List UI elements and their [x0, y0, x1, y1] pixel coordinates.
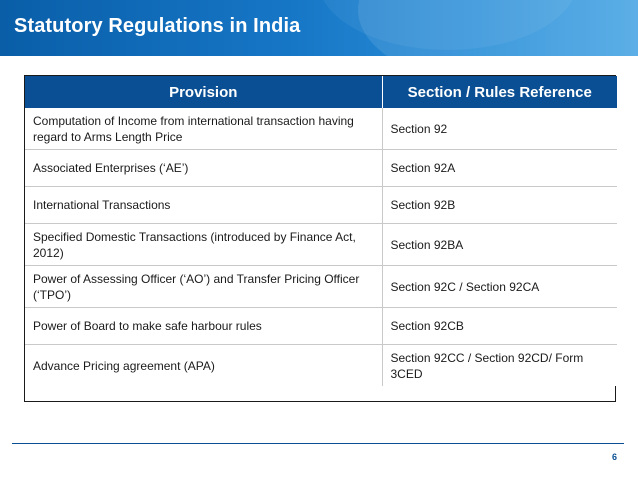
table-row: [25, 150, 617, 187]
provision-cell: Computation of Income from international transaction having regard to Arms Length Price: [25, 108, 382, 150]
table-row: [25, 266, 617, 308]
table-header-row: [25, 76, 617, 108]
provision-cell: Power of Assessing Officer (‘AO’) and Transfer Pricing Officer (‘TPO’): [25, 266, 382, 308]
provision-cell: International Transactions: [25, 187, 382, 224]
regulations-table-frame: [24, 75, 616, 402]
reference-cell: Section 92C / Section 92CA: [382, 266, 617, 308]
reference-cell: Section 92CB: [382, 308, 617, 345]
table-row: [25, 345, 617, 387]
reference-cell: Section 92CC / Section 92CD/ Form 3CED: [382, 345, 617, 387]
provision-cell: Associated Enterprises (‘AE’): [25, 150, 382, 187]
provision-cell: Specified Domestic Transactions (introduced by Finance Act, 2012): [25, 224, 382, 266]
reference-cell: Section 92B: [382, 187, 617, 224]
regulations-table: [25, 76, 617, 386]
page-number: 6: [612, 452, 618, 462]
title-bar: [0, 0, 638, 56]
reference-cell: Section 92BA: [382, 224, 617, 266]
slide-title: Statutory Regulations in India: [14, 15, 301, 37]
reference-cell: Section 92A: [382, 150, 617, 187]
provision-cell: Power of Board to make safe harbour rules: [25, 308, 382, 345]
footer-divider: [12, 443, 624, 444]
column-header-reference: Section / Rules Reference: [382, 76, 617, 108]
table-row: [25, 224, 617, 266]
provision-cell: Advance Pricing agreement (APA): [25, 345, 382, 387]
column-header-provision: Provision: [25, 76, 382, 108]
table-row: [25, 187, 617, 224]
table-row: [25, 108, 617, 150]
reference-cell: Section 92: [382, 108, 617, 150]
table-row: [25, 308, 617, 345]
